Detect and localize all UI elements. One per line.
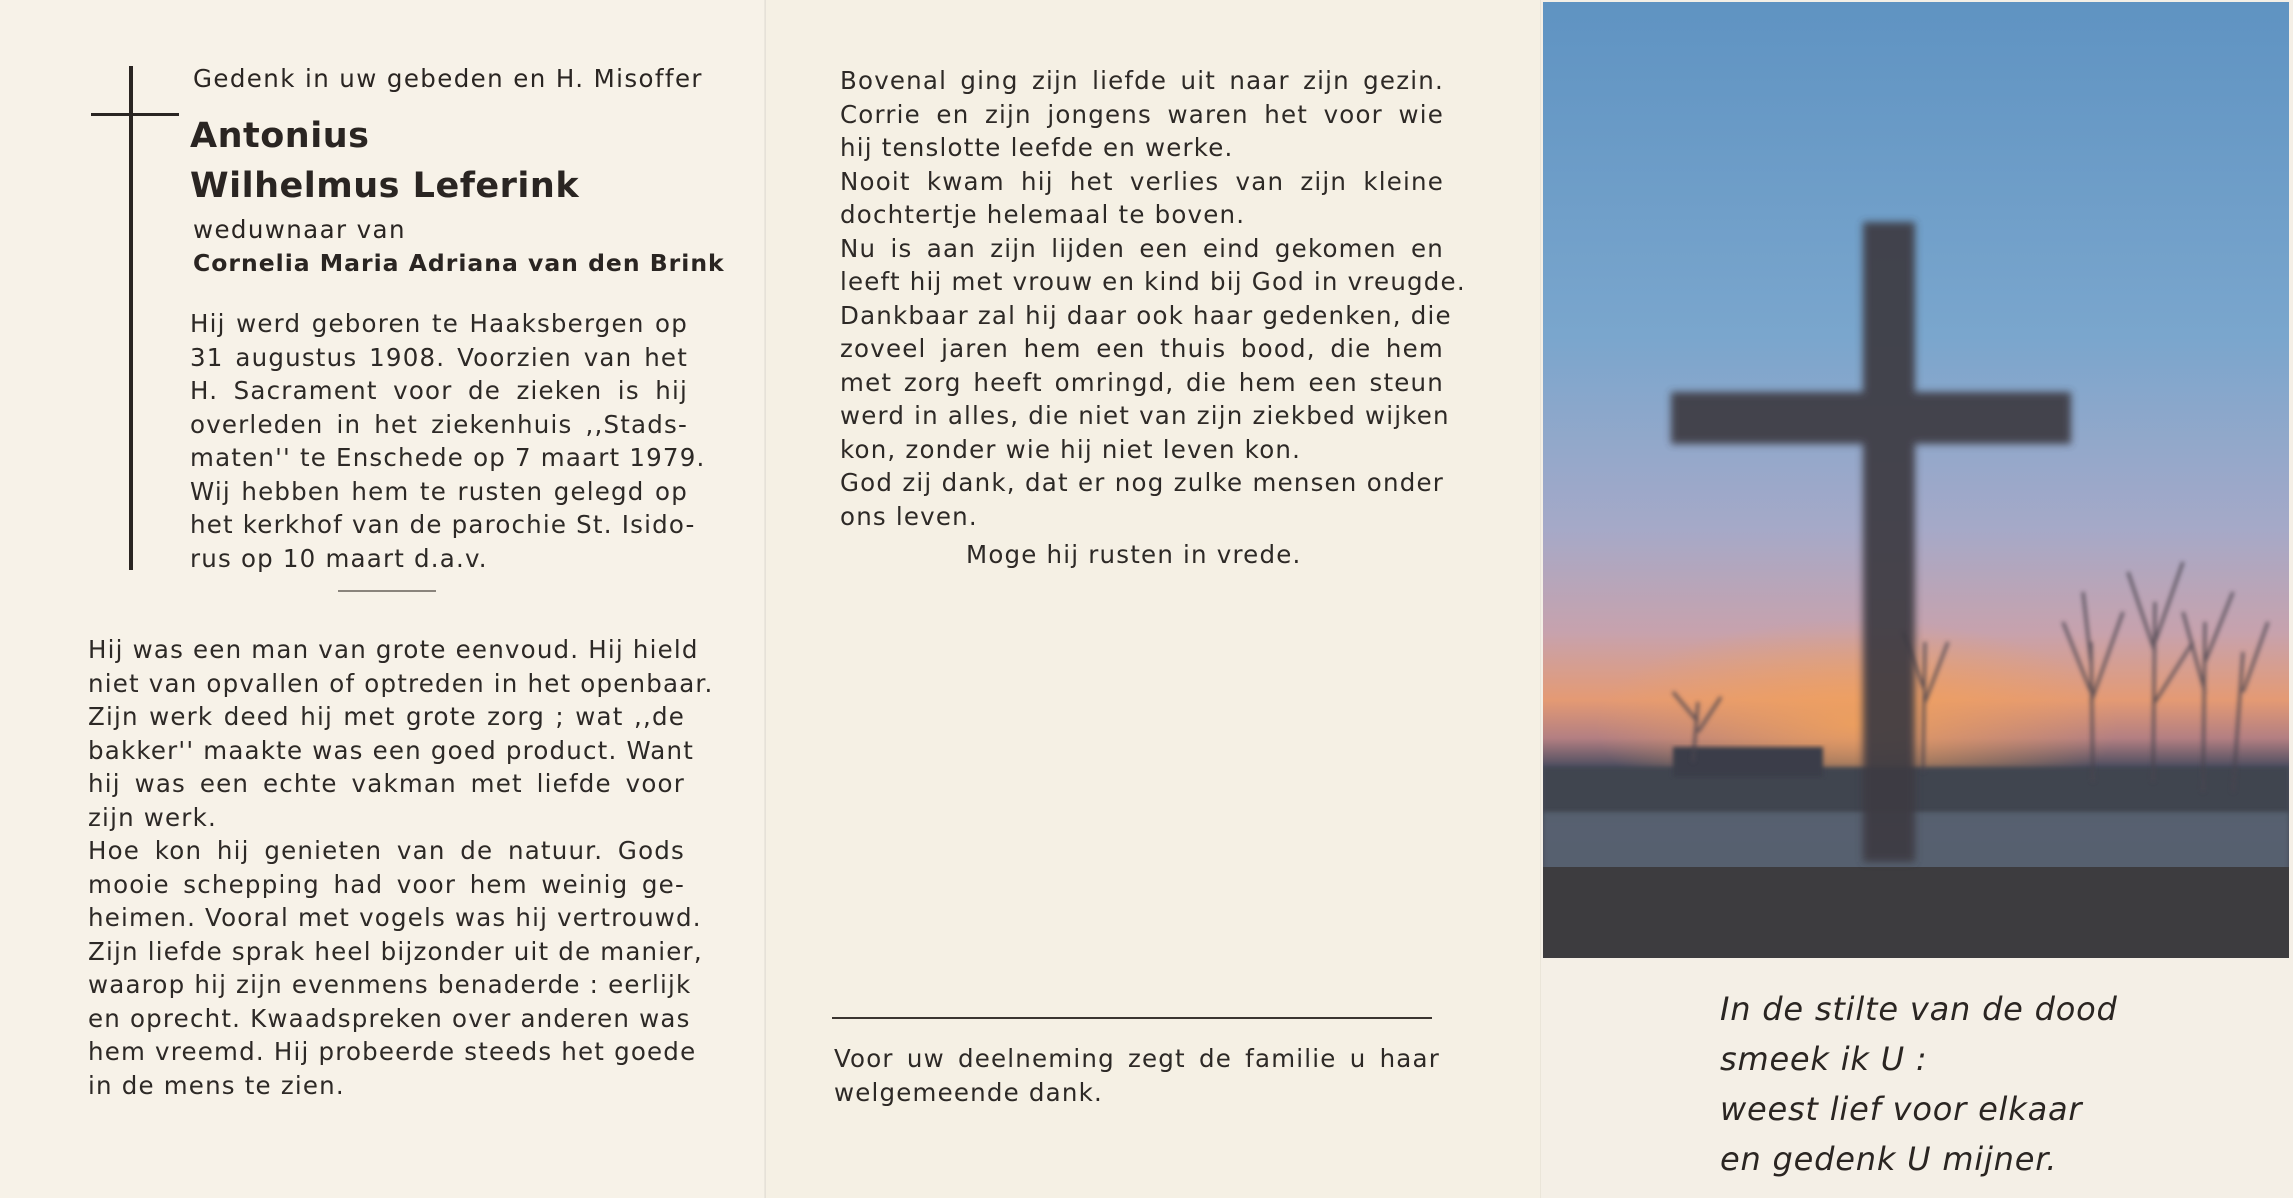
text-line: werd in alles, die niet van zijn ziekbed wijken xyxy=(840,401,1450,430)
story-line: waarop hij zijn evenmens benaderde : eerlijk xyxy=(88,970,692,999)
story-line: niet van opvallen of optreden in het openbaar. xyxy=(88,668,714,698)
divider xyxy=(832,1017,1432,1019)
text-line: leeft hij met vrouw en kind bij God in vreugde. xyxy=(840,267,1466,296)
verse-line: weest lief voor elkaar xyxy=(1720,1090,2083,1128)
verse-line: smeek ik U : xyxy=(1720,1040,1928,1078)
bio-line: rus op 10 maart d.a.v. xyxy=(190,543,488,573)
text-line: Corrie en zijn jongens waren het voor wie xyxy=(840,99,1444,129)
text-line: Nooit kwam hij het verlies van zijn kleine xyxy=(840,166,1444,196)
family-text-block xyxy=(840,64,1466,533)
deceased-full-name: Wilhelmus Leferink xyxy=(190,166,580,206)
deceased-first-names: Antonius xyxy=(190,116,370,156)
rest-in-peace-line: Moge hij rusten in vrede. xyxy=(966,540,1302,569)
thanks-line: Voor uw deelneming zegt de familie u haar xyxy=(834,1044,1440,1073)
story-line: hem vreemd. Hij probeerde steeds het goede xyxy=(88,1037,697,1066)
story-line: Zijn werk deed hij met grote zorg ; wat ,,de xyxy=(88,702,685,731)
story-line: en oprecht. Kwaadspreken over anderen was xyxy=(88,1003,691,1033)
bio-line: maten'' te Enschede op 7 maart 1979. xyxy=(190,443,706,472)
text-line: zoveel jaren hem een thuis bood, die hem xyxy=(840,334,1444,363)
text-line: Bovenal ging zijn liefde uit naar zijn gezin. xyxy=(840,66,1444,95)
cross-icon-horizontal xyxy=(91,113,179,116)
text-line: kon, zonder wie hij niet leven kon. xyxy=(840,434,1302,464)
life-story-block xyxy=(88,633,714,1102)
story-line: Zijn liefde sprak heel bijzonder uit de manier, xyxy=(88,936,703,966)
spouse-name: Cornelia Maria Adriana van den Brink xyxy=(193,249,725,277)
widower-label: weduwnaar van xyxy=(193,215,406,244)
story-line: hij was een echte vakman met liefde voor xyxy=(88,769,685,798)
story-line: in de mens te zien. xyxy=(88,1070,345,1100)
story-line: Hoe kon hij genieten van de natuur. Gods xyxy=(88,836,685,865)
middle-panel xyxy=(766,0,1541,1198)
text-line: dochtertje helemaal te boven. xyxy=(840,200,1246,229)
cross-sunset-photo xyxy=(1543,2,2289,958)
verse-line: In de stilte van de dood xyxy=(1720,990,2118,1028)
divider xyxy=(338,590,436,592)
bio-line: Hij werd geboren te Haaksbergen op xyxy=(190,309,688,338)
left-panel xyxy=(0,0,766,1198)
bio-line: Wij hebben hem te rusten gelegd op xyxy=(190,476,688,506)
bio-line: H. Sacrament voor de zieken is hij xyxy=(190,376,688,405)
text-line: met zorg heeft omringd, die hem een steun xyxy=(840,367,1444,397)
thanks-block xyxy=(834,1042,1440,1109)
story-line: heimen. Vooral met vogels was hij vertrouwd. xyxy=(88,903,702,932)
memorial-header: Gedenk in uw gebeden en H. Misoffer xyxy=(193,64,703,93)
verse-line: en gedenk U mijner. xyxy=(1720,1140,2058,1178)
story-line: Hij was een man van grote eenvoud. Hij hield xyxy=(88,635,699,664)
text-line: ons leven. xyxy=(840,501,978,531)
bio-line: 31 augustus 1908. Voorzien van het xyxy=(190,342,688,372)
text-line: Nu is aan zijn lijden een eind gekomen en xyxy=(840,233,1444,263)
text-line: God zij dank, dat er nog zulke mensen onder xyxy=(840,468,1444,497)
text-line: hij tenslotte leefde en werke. xyxy=(840,133,1234,162)
thanks-line: welgemeende dank. xyxy=(834,1077,1103,1107)
bio-line: overleden in het ziekenhuis ,,Stads- xyxy=(190,409,688,439)
story-line: bakker'' maakte was een goed product. Want xyxy=(88,735,695,765)
text-line: Dankbaar zal hij daar ook haar gedenken, die xyxy=(840,300,1452,330)
biography-block xyxy=(190,307,706,575)
bio-line: het kerkhof van de parochie St. Isido- xyxy=(190,510,696,539)
cross-icon-vertical xyxy=(129,66,133,570)
story-line: zijn werk. xyxy=(88,802,217,832)
story-line: mooie schepping had voor hem weinig ge- xyxy=(88,869,685,899)
